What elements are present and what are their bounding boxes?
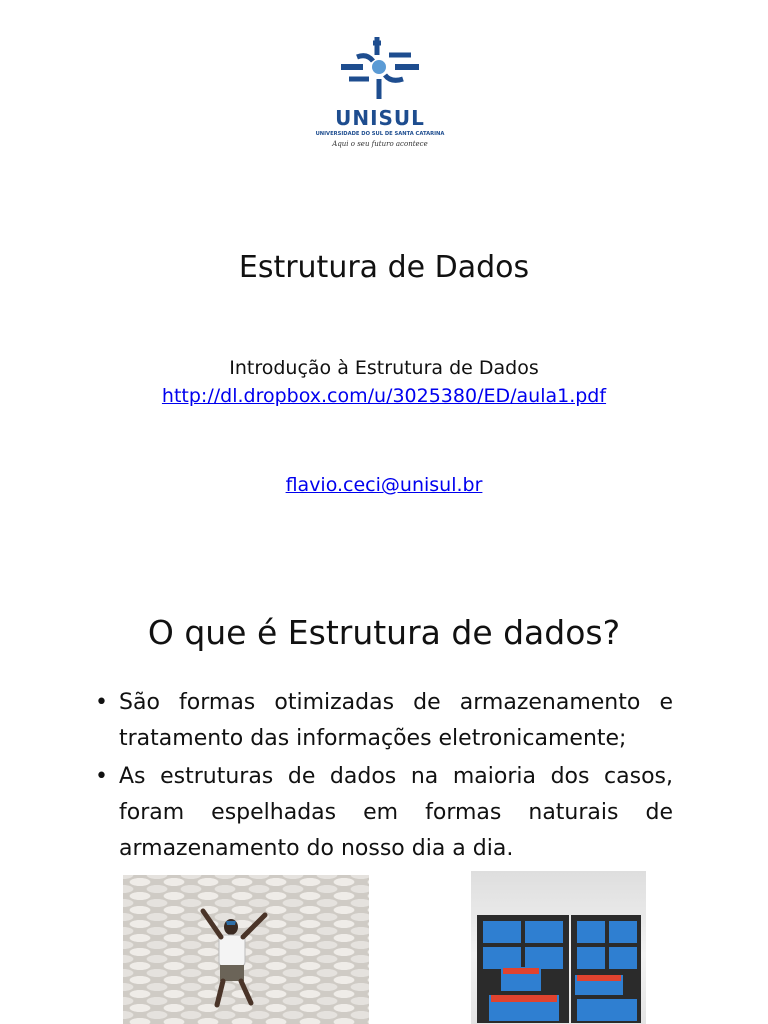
unisul-logo [305,30,455,155]
logo-tagline: Aqui o seu futuro acontece [332,140,428,148]
bullet-text: As estruturas de dados na maioria dos casos, foram espelhadas em formas naturais de armazenamento do nosso dia a dia. [119,764,673,861]
bullet-dot-icon: • [95,764,108,789]
drawer-organizer-icon [471,871,646,1024]
slide-heading: O que é Estrutura de dados? [147,613,621,652]
slide-subtitle: Introdução à Estrutura de Dados [229,357,539,379]
email-link[interactable]: flavio.ceci@unisul.br [285,474,483,496]
unisul-emblem-icon [339,35,421,105]
slide-content [0,575,768,1024]
worker-figure-icon [123,875,369,1024]
drawer-organizer-photo [471,871,646,1024]
list-item [95,685,673,757]
pdf-link[interactable]: http://dl.dropbox.com/u/3025380/ED/aula1.pdf [161,385,607,407]
bullet-text: São formas otimizadas de armazenamento e tratamento das informações eletronicamente; [119,690,673,751]
bullet-dot-icon: • [95,690,108,715]
slide-title-heading: Estrutura de Dados [238,250,530,285]
sacks-stack-photo [123,875,369,1024]
logo-name: UNISUL [335,106,425,130]
list-item [95,759,673,867]
bullet-list [95,685,673,869]
logo-subtitle: UNIVERSIDADE DO SUL DE SANTA CATARINA [315,131,445,137]
